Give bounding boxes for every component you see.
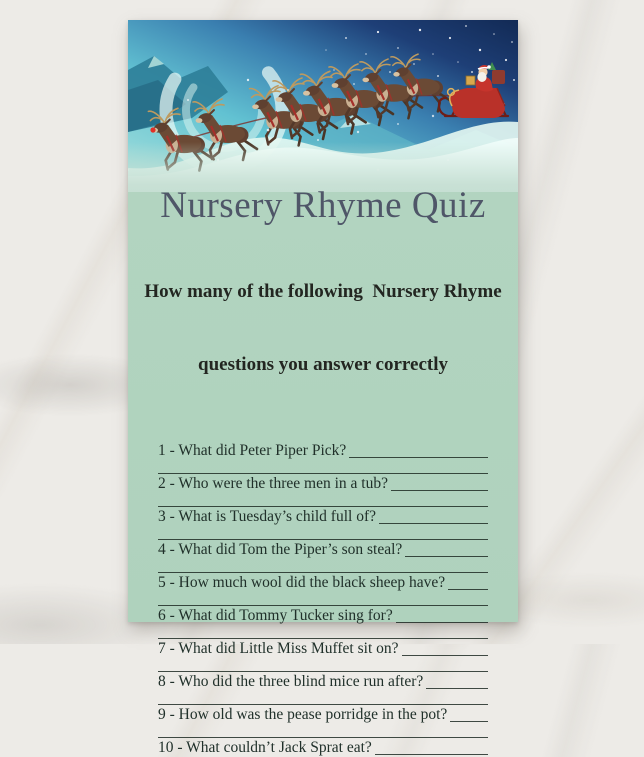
question-block — [158, 607, 488, 639]
answer-blank-line — [426, 688, 488, 689]
answer-blank-line — [396, 622, 488, 623]
question-block — [158, 706, 488, 738]
answer-blank-line — [375, 754, 488, 755]
answer-blank-line — [349, 457, 488, 458]
question-block — [158, 442, 488, 474]
answer-line-full — [158, 592, 488, 606]
question-block — [158, 574, 488, 606]
subtitle-line-2: questions you answer correctly — [198, 354, 448, 376]
answer-blank-line — [379, 523, 488, 524]
subtitle-line-1: How many of the following Nursery Rhyme — [144, 281, 502, 303]
question-row — [158, 508, 488, 526]
question-block — [158, 541, 488, 573]
question-text: 10 - What couldn’t Jack Sprat eat? — [158, 739, 372, 757]
question-text: 9 - How old was the pease porridge in the pot? — [158, 706, 448, 724]
question-row — [158, 673, 488, 691]
answer-blank-line — [450, 721, 488, 722]
answer-line-full — [158, 658, 488, 672]
question-row — [158, 475, 488, 493]
question-block — [158, 673, 488, 705]
answer-line-full — [158, 691, 488, 705]
question-text: 6 - What did Tommy Tucker sing for? — [158, 607, 393, 625]
answer-line-full — [158, 625, 488, 639]
question-text: 8 - Who did the three blind mice run after? — [158, 673, 424, 691]
rudolph-red-nose — [150, 127, 155, 132]
question-row — [158, 541, 488, 559]
question-text: 5 - How much wool did the black sheep have? — [158, 574, 446, 592]
answer-line-full — [158, 526, 488, 540]
question-text: 4 - What did Tom the Piper’s son steal? — [158, 541, 403, 559]
answer-blank-line — [405, 556, 488, 557]
question-row — [158, 442, 488, 460]
santa-sleigh-illustration — [128, 20, 518, 192]
answer-line-full — [158, 724, 488, 738]
question-row — [158, 706, 488, 724]
question-text: 7 - What did Little Miss Muffet sit on? — [158, 640, 399, 658]
subtitle — [128, 232, 518, 427]
answer-blank-line — [402, 655, 488, 656]
quiz-card — [128, 20, 518, 757]
question-block — [158, 475, 488, 507]
question-text: 1 - What did Peter Piper Pick? — [158, 442, 347, 460]
question-list — [158, 442, 488, 757]
answer-line-full — [158, 559, 488, 573]
question-text: 2 - Who were the three men in a tub? — [158, 475, 388, 493]
answer-line-full — [158, 493, 488, 507]
question-block — [158, 739, 488, 757]
question-row — [158, 739, 488, 757]
answer-line-full — [158, 460, 488, 474]
page-title: Nursery Rhyme Quiz — [160, 185, 486, 226]
answer-blank-line — [448, 589, 488, 590]
question-block — [158, 640, 488, 672]
question-text: 3 - What is Tuesday’s child full of? — [158, 508, 376, 526]
question-row — [158, 607, 488, 625]
question-row — [158, 640, 488, 658]
question-row — [158, 574, 488, 592]
answer-blank-line — [391, 490, 488, 491]
question-block — [158, 508, 488, 540]
